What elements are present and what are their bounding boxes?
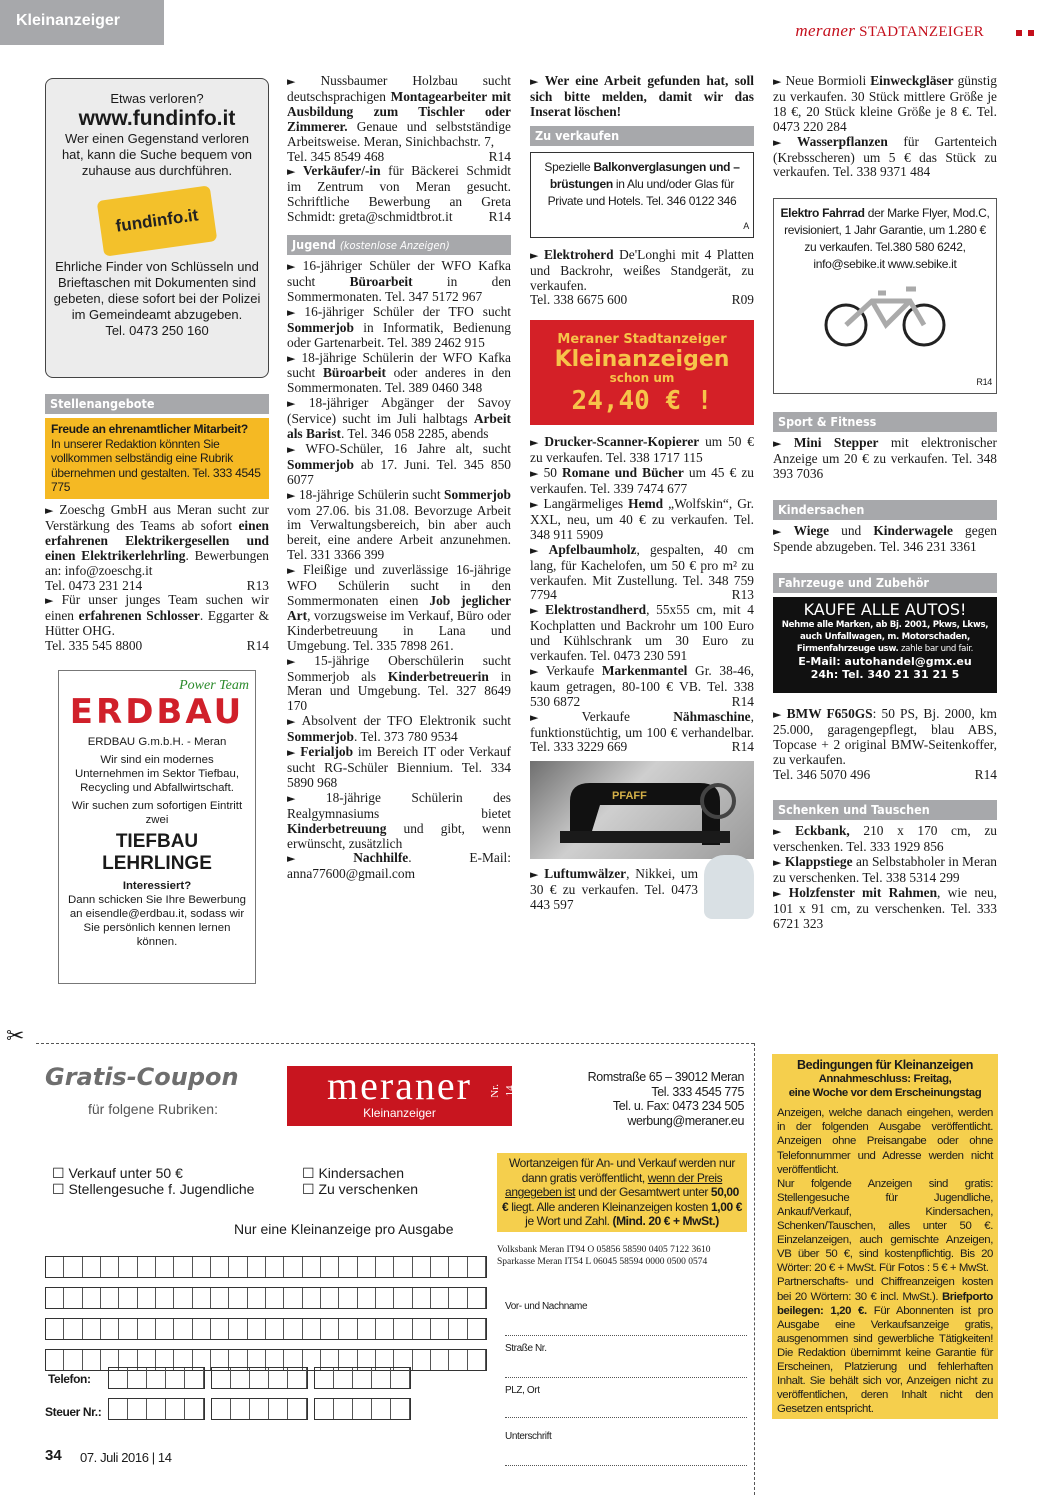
list-item: ► Neue Bormioli Einweckgläser günstig zu verkaufen. 30 Stück mittlere Größe je 18 €, 20 Stück kleine Größe je 8 €. Tel. 0473 220 284 [773, 73, 998, 134]
brand-dots [1016, 30, 1034, 36]
coupon-cell[interactable] [211, 1319, 229, 1339]
sewing-machine-photo [530, 761, 754, 859]
field-cell[interactable] [147, 1399, 166, 1419]
coupon-cell[interactable] [83, 1350, 101, 1370]
field-cell[interactable] [185, 1399, 204, 1419]
autos-email: E-Mail: autohandel@gmx.eu [798, 654, 972, 668]
address-field[interactable]: Unterschrift [505, 1428, 747, 1466]
coupon-cell[interactable] [248, 1257, 266, 1277]
telefon-label: Telefon: [48, 1372, 91, 1386]
coupon-cell[interactable] [376, 1288, 394, 1308]
coupon-cell[interactable] [376, 1257, 394, 1277]
field-cell[interactable] [109, 1368, 128, 1388]
volunteer-text: In unserer Redaktion könnten Sie vollkommen selbständig eine Rubrik übernehmen und gestalten. Tel. 333 4545 775 [51, 436, 261, 495]
erdbau-job1: TIEFBAU [115, 831, 199, 853]
promo-banner [530, 320, 754, 425]
checkbox-verkauf[interactable]: ☐ Verkauf unter 50 € [52, 1165, 183, 1181]
coupon-cell[interactable] [284, 1319, 302, 1339]
section-tab-label: Kleinanzeiger [16, 12, 121, 29]
list-item: ► BMW F650GS: 50 PS, Bj. 2000, km 25.000, garagengepflegt, blau ABS, Topcase + 2 original BMW-Seitenkoffer, zu verkaufen. Tel. 346 5070 496 R14 [773, 705, 997, 782]
field-cell[interactable] [250, 1399, 269, 1419]
address-field[interactable]: PLZ, Ort [505, 1382, 747, 1418]
notice: ► Wer eine Arbeit gefunden hat, soll sich bitte melden, damit wir das Inserat löschen! [530, 73, 754, 119]
list-item: ► 18-jährige Schülerin des Realgymnasiums bietet Kinderbetreuung und gibt, wenn erwünscht, zusätzlich [287, 789, 511, 851]
promo-line3: schon um [609, 371, 675, 386]
coupon-cell[interactable] [413, 1350, 431, 1370]
field-cell[interactable] [372, 1368, 391, 1388]
coupon-cell[interactable] [284, 1288, 302, 1308]
section-header-stellenangebote [45, 394, 269, 414]
coupon-cell[interactable] [431, 1288, 449, 1308]
list-item: ► Holzfenster mit Rahmen, wie neu, 101 x 91 cm, zu verschenken. Tel. 333 6721 323 [773, 885, 998, 931]
meraner-logo [287, 1063, 516, 1126]
field-cell[interactable] [315, 1368, 334, 1388]
coupon-cell[interactable] [394, 1257, 412, 1277]
section-title: Sport & Fitness [778, 414, 877, 430]
volunteer-title: Freude an ehrenamtlicher Mitarbeit? [51, 422, 248, 436]
list-item: ► 18-jährige Schülerin der WFO Kafka sucht Büroarbeit oder anderes in den Sommermonaten. Tel. 389 0460 348 [287, 349, 512, 396]
coupon-row[interactable] [45, 1287, 487, 1309]
coupon-cell[interactable] [468, 1288, 486, 1308]
coupon-cell[interactable] [248, 1319, 266, 1339]
coupon-cell[interactable] [248, 1288, 266, 1308]
field-cell[interactable] [185, 1368, 204, 1388]
coupon-cell[interactable] [64, 1288, 82, 1308]
steuer-label: Steuer Nr.: [45, 1405, 102, 1419]
conditions-box [772, 1054, 998, 1419]
coupon-cell[interactable] [46, 1350, 64, 1370]
section-header-fahrzeuge [773, 573, 997, 593]
list-item: ► Ferialjob im Bereich IT oder Verkauf sucht RG-Schüler Biennium. Tel. 334 5890 968 [287, 744, 511, 790]
coupon-cell[interactable] [431, 1319, 449, 1339]
coupon-cell[interactable] [321, 1319, 339, 1339]
fundinfo-box [45, 78, 269, 378]
coupon-cell[interactable] [468, 1257, 486, 1277]
coupon-cell[interactable] [83, 1319, 101, 1339]
section-title: Schenken und Tauschen [778, 802, 930, 818]
list-item: ► Klappstiege an Selbstabholer in Meran zu verschenken. Tel. 338 5314 299 [773, 854, 997, 886]
erdbau-company: ERDBAU G.m.b.H. - Meran [87, 736, 227, 749]
coupon-cell[interactable] [339, 1319, 357, 1339]
coupon-checkboxes-right[interactable] [302, 1165, 418, 1197]
coupon-cell[interactable] [64, 1319, 82, 1339]
pfaff-label: PFAFF [612, 790, 647, 803]
address-field[interactable]: Vor- und Nachname [505, 1298, 747, 1336]
coupon-cell[interactable] [193, 1288, 211, 1308]
coupon-cell[interactable] [46, 1319, 64, 1339]
section-tab [0, 0, 164, 45]
section-header-zu-verkaufen [530, 126, 754, 146]
field-cell[interactable] [353, 1399, 372, 1419]
section-title: Fahrzeuge und Zubehör [778, 574, 929, 590]
erdbau-logo: ERDBAU [69, 692, 245, 733]
field-cell[interactable] [109, 1399, 128, 1419]
list-item: ► Langärmeliges Hemd „Wolfskin“, Gr. XXL, neu, um 40 € zu verkaufen. Tel. 348 911 5909 [530, 495, 754, 542]
coupon-cell[interactable] [449, 1319, 467, 1339]
erdbau-ad [58, 670, 256, 984]
coupon-cell[interactable] [119, 1288, 137, 1308]
bank-details: Volksbank Meran IT94 O 05856 58590 0405 7122 3610 Sparkasse Meran IT54 L 06045 58594 0000 0500 0574 [497, 1245, 711, 1267]
coupon-cell[interactable] [358, 1288, 376, 1308]
coupon-address: Romstraße 65 – 39012 Meran Tel. 333 4545 775 Tel. u. Fax: 0473 234 505 werbung@meraner.eu [587, 1070, 744, 1128]
fan-image [704, 855, 754, 919]
coupon-cell[interactable] [303, 1288, 321, 1308]
coupon-cell[interactable] [138, 1319, 156, 1339]
erdbau-question: Interessiert? [122, 880, 192, 893]
coupon-cell[interactable] [303, 1319, 321, 1339]
coupon-cell[interactable] [431, 1257, 449, 1277]
column-1 [45, 74, 269, 984]
list-item: ► Nussbaumer Holzbau sucht deutschsprachigen Montagearbeiter mit Ausbildung zum Tischler oder Zimmerer. Genaue und selbstständige Arbeitsweise. Meran, Sinichbachstr. 7, Tel. 345 8549 468 R14 [287, 73, 511, 164]
coupon-cell[interactable] [193, 1319, 211, 1339]
field-cell[interactable] [128, 1399, 147, 1419]
issue-date: 07. Juli 2016 | 14 [80, 1450, 172, 1465]
field-cell[interactable] [288, 1368, 307, 1388]
section-note: (kostenlose Anzeigen) [339, 239, 450, 253]
fundinfo-url[interactable]: www.fundinfo.it [78, 107, 236, 130]
coupon-cell[interactable] [321, 1288, 339, 1308]
luft-ad: ► Luftumwälzer, Nikkei, um 30 € zu verkaufen. Tel. 0473 443 597 [530, 867, 754, 913]
one-per-issue: Nur eine Kleinanzeige pro Ausgabe [234, 1221, 454, 1237]
coupon-row[interactable] [45, 1318, 487, 1340]
coupon-cell[interactable] [376, 1319, 394, 1339]
field-cell[interactable] [128, 1368, 147, 1388]
field-cell[interactable] [166, 1368, 185, 1388]
logo-word: meraner [326, 1063, 472, 1108]
coupon-title: Gratis-Coupon [45, 1063, 239, 1091]
list-item: ► Für unser junges Team suchen wir einen erfahrenen Schlosser. Eggarter & Hütter OHG. Tel. 335 545 8800 R14 [45, 592, 269, 654]
list-item: ► 15-jährige Oberschülerin sucht Sommerjob als Kinderbetreuerin in Meran und Umgebung. Tel. 327 8649 170 [287, 652, 512, 714]
telefon-field[interactable] [108, 1367, 411, 1389]
coupon-cell[interactable] [138, 1257, 156, 1277]
coupon-cell[interactable] [284, 1257, 302, 1277]
field-cell[interactable] [212, 1368, 231, 1388]
coupon-cell[interactable] [174, 1319, 192, 1339]
coupon-cell[interactable] [449, 1257, 467, 1277]
coupon-cell[interactable] [413, 1257, 431, 1277]
column-4 [773, 74, 997, 932]
conditions-title: Bedingungen für Kleinanzeigen [797, 1058, 973, 1072]
list-item: ► Wiege und Kinderwagele gegen Spende abzugeben. Tel. 346 231 3361 [773, 523, 997, 554]
coupon-checkboxes-left[interactable] [52, 1165, 254, 1197]
address-fields[interactable] [505, 1298, 747, 1470]
list-item: ► Nachhilfe. E-Mail: anna77600@gmail.com [287, 850, 511, 882]
list-item: ► Elektroherd De'Longhi mit 4 Platten und Backrohr, weißes Standgerät, zu verkaufen. Tel. 338 6675 600 R09 [530, 246, 754, 308]
coupon-cell[interactable] [303, 1257, 321, 1277]
field-cell[interactable] [315, 1399, 334, 1419]
coupon-cell[interactable] [101, 1288, 119, 1308]
checkbox-stellengesuche[interactable]: ☐ Stellengesuche f. Jugendliche [52, 1181, 255, 1197]
coupon-cell[interactable] [431, 1350, 449, 1370]
bike-image [820, 279, 950, 349]
conditions-body1: Anzeigen, welche danach eingehen, werden in der folgenden Ausgabe veröffentlicht. Anzeigen ohne Preisangabe oder ohne Telefonnummer und Adresse werden nicht veröffentlicht. [777, 1107, 993, 1176]
field-cell[interactable] [231, 1399, 250, 1419]
coupon-cell[interactable] [339, 1257, 357, 1277]
field-cell[interactable] [288, 1399, 307, 1419]
autos-ad: KAUFE ALLE AUTOS! Nehme alle Marken, ab Bj. 2001, Pkws, Lkws, auch Unfallwagen, m. Motorschaden, Firmenfahrzeuge usw. zahle bar und fair. E-Mail: autohandel@gmx.eu 24h: Tel. 340 21 31 21 5 [773, 597, 997, 693]
section-header-jugend [287, 235, 511, 255]
field-cell[interactable] [231, 1368, 250, 1388]
list-item: ► Drucker-Scanner-Kopierer um 50 € zu verkaufen. Tel. 338 1717 115 [530, 434, 754, 466]
page-number: 34 [45, 1447, 62, 1464]
list-item: ► Apfelbaumholz, gespalten, 40 cm lang, für Kachelofen, um 50 € pro m² zu verkaufen. Mit Zustellung. Tel. 348 759 7794 R13 [530, 541, 754, 603]
field-cell[interactable] [353, 1368, 372, 1388]
coupon-cell[interactable] [101, 1257, 119, 1277]
coupon-cell[interactable] [174, 1288, 192, 1308]
list-item: ► 50 Romane und Bücher um 45 € zu verkaufen. Tel. 339 7474 677 [530, 465, 754, 497]
section-title: Kindersachen [778, 502, 865, 518]
logo-nr: Nr. 14 [489, 1084, 516, 1098]
fundinfo-text1: Wer einen Gegenstand verloren hat, kann die Suche bequem von zuhause aus durchführen. [61, 131, 253, 178]
coupon-row[interactable] [45, 1256, 487, 1278]
coupon-cell[interactable] [193, 1257, 211, 1277]
list-item: ► Verkaufe Nähmaschine, funktionstüchtig, um 100 € verhandelbar. Tel. 333 3229 669 R14 [530, 708, 754, 755]
list-item: ► Absolvent der TFO Elektronik sucht Sommerjob. Tel. 373 780 9534 [287, 713, 511, 745]
fundinfo-line1: Etwas verloren? [110, 91, 204, 106]
coupon-grid[interactable] [45, 1256, 487, 1380]
erdbau-contact: Dann schicken Sie Ihre Bewerbung an eisendle@erdbau.it, sodass wir Sie persönlich kennen lernen können. [68, 894, 246, 949]
coupon-cell[interactable] [413, 1319, 431, 1339]
field-cell[interactable] [250, 1368, 269, 1388]
field-cell[interactable] [166, 1399, 185, 1419]
field-cell[interactable] [212, 1399, 231, 1419]
field-cell[interactable] [372, 1399, 391, 1419]
coupon-cell[interactable] [83, 1257, 101, 1277]
coupon-subtitle: für folgene Rubriken: [88, 1101, 218, 1117]
coupon-cell[interactable] [46, 1257, 64, 1277]
coupon-cell[interactable] [229, 1288, 247, 1308]
field-cell[interactable] [269, 1368, 288, 1388]
coupon-cell[interactable] [266, 1319, 284, 1339]
checkbox-verschenken[interactable]: ☐ Zu verschenken [302, 1181, 419, 1197]
balkon-ad: Spezielle Balkonverglasungen und –brüstungen in Alu und/oder Glas für Private und Hotels. Tel. 346 0122 346 A [530, 152, 754, 238]
list-item: ► 16-jähriger Schüler der TFO sucht Sommerjob in Informatik, Bedienung oder Gartenarbeit. Tel. 389 2462 915 [287, 303, 511, 350]
section-title: Stellenangebote [50, 396, 155, 411]
list-item: ► Wasserpflanzen für Gartenteich (Krebsscheren) um 5 € das Stück zu verkaufen. Tel. 338 9371 484 [773, 133, 997, 180]
checkbox-kindersachen[interactable]: ☐ Kindersachen [302, 1165, 405, 1181]
coupon-cell[interactable] [339, 1288, 357, 1308]
coupon-cell[interactable] [174, 1257, 192, 1277]
logo-sub: Kleinanzeiger [363, 1106, 436, 1120]
promo-line1: Meraner Stadtanzeiger [557, 332, 727, 348]
erdbau-search: Wir suchen zum sofortigen Eintritt zwei [71, 800, 243, 827]
coupon-cell[interactable] [64, 1257, 82, 1277]
coupon-cell[interactable] [229, 1319, 247, 1339]
coupon-cell[interactable] [64, 1350, 82, 1370]
list-item: ► Mini Stepper mit elektronischer Anzeige um 20 € zu verkaufen. Tel. 348 393 7036 [773, 435, 997, 482]
field-cell[interactable] [334, 1368, 353, 1388]
coupon-cell[interactable] [449, 1350, 467, 1370]
fundinfo-tel: Tel. 0473 250 160 [105, 323, 209, 338]
section-header-sport [773, 412, 997, 432]
coupon-cell[interactable] [119, 1257, 137, 1277]
price-box: Wortanzeigen für An- und Verkauf werden nur dann gratis veröffentlicht, wenn der Preis angegeben ist und der Gesamtwert unter 50,00 € liegt. Alle anderen Kleinanzeigen kosten 1,00 € je Wort und Zahl. (Mind. 20 € + MwSt.) [497, 1153, 747, 1232]
coupon-cell[interactable] [156, 1288, 174, 1308]
erdbau-job2: LEHRLINGE [102, 853, 212, 875]
section-title: Jugend [292, 237, 336, 253]
section-header-kindersachen [773, 500, 997, 520]
section-title: Zu verkaufen [535, 127, 620, 143]
conditions-sub2: eine Woche vor dem Erscheinungstag [788, 1087, 982, 1100]
coupon-cell[interactable] [266, 1288, 284, 1308]
coupon-cell[interactable] [211, 1257, 229, 1277]
field-cell[interactable] [391, 1399, 410, 1419]
brand-rest: STADTANZEIGER [859, 24, 984, 40]
list-item: ► Eckbank, 210 x 170 cm, zu verschenken. Tel. 333 1929 856 [773, 823, 997, 855]
fundinfo-card-label: fundinfo.it [114, 205, 200, 236]
column-2 [287, 74, 511, 882]
coupon-cell[interactable] [119, 1319, 137, 1339]
erdbau-intro: Wir sind ein modernes Unternehmen im Sektor Tiefbau, Recycling und Abfallwirtschaft. [75, 754, 239, 795]
scissors-icon: ✂ [6, 1024, 25, 1049]
coupon-cell[interactable] [266, 1257, 284, 1277]
erdbau-script: Power Team [179, 678, 249, 694]
coupon-cell[interactable] [156, 1319, 174, 1339]
coupon-cell[interactable] [394, 1319, 412, 1339]
list-item: ► Verkäufer/-in für Bäckerei Schmidt im Zentrum von Meran gesucht. Schriftliche Bewerbung an Greta Schmidt: greta@schmidtbrot.it R14 [287, 163, 511, 225]
coupon-cell[interactable] [156, 1257, 174, 1277]
cut-line-vertical [754, 1043, 755, 1495]
steuer-field[interactable] [108, 1398, 411, 1420]
field-cell[interactable] [391, 1368, 410, 1388]
brand-logo [795, 21, 984, 40]
bike-ad: Elektro Fahrrad der Marke Flyer, Mod.C, revisioniert, 1 Jahr Garantie, um 1.280 € zu verkaufen. Tel.380 580 6242, info@sebike.it www.sebike.it R14 [773, 198, 997, 394]
autos-tel: 24h: Tel. 340 21 31 21 5 [810, 667, 960, 681]
list-item: ► 16-jähriger Schüler der WFO Kafka sucht Büroarbeit in den Sommermonaten. Tel. 347 5172 967 [287, 258, 511, 304]
coupon-cell[interactable] [449, 1288, 467, 1308]
list-item: ► 18-jährige Schülerin sucht Sommerjob vom 27.06. bis 31.08. Bevorzuge Arbeit im Verwaltungsbereich, bin aber auch bereit, eine andere Arbeit anzunehmen. Tel. 331 3366 399 [287, 486, 511, 563]
coupon-cell[interactable] [468, 1319, 486, 1339]
coupon-cell[interactable] [101, 1319, 119, 1339]
list-item: ► WFO-Schüler, 16 Jahre alt, sucht Sommerjob ab 17. Juni. Tel. 345 850 6077 [287, 440, 511, 487]
fundinfo-card [97, 185, 218, 256]
conditions-body3: Partnerschafts- und Chiffreanzeigen kosten bei 20 Wörtern: 30 € incl. MwSt.). Briefporto beilegen: 1,20 €. Für Abonnenten ist pro Ausgabe eine Verkaufsanzeige gratis, ausgenommen sind gewerbliche Tätigkeiten! Die Redaktion übernimmt keine Garantie für Erscheinen, Platzierung und fehlerhaften Inhalt. Sie behält sich vor, Anzeigen nicht zu veröffentlichen, deren Inhalt nicht den Gesetzen entspricht. [777, 1276, 993, 1416]
field-cell[interactable] [334, 1399, 353, 1419]
cut-line [36, 1043, 754, 1044]
address-field[interactable]: Straße Nr. [505, 1340, 747, 1378]
coupon-cell[interactable] [413, 1288, 431, 1308]
list-item: ► Verkaufe Markenmantel Gr. 38-46, kaum getragen, 80-100 € VB. Tel. 338 530 6872 R14 [530, 662, 754, 709]
coupon-cell[interactable] [358, 1257, 376, 1277]
field-cell[interactable] [147, 1368, 166, 1388]
autos-title: KAUFE ALLE AUTOS! [803, 599, 967, 619]
coupon-cell[interactable] [229, 1257, 247, 1277]
list-item: ► 18-jähriger Abgänger der Savoy (Service) sucht im Juli halbtags Arbeit als Barist. Tel. 346 058 2285, abends [287, 395, 511, 442]
coupon-cell[interactable] [358, 1319, 376, 1339]
fundinfo-text2: Ehrliche Finder von Schlüsseln und Brieftaschen mit Dokumenten sind gebeten, diese sofort bei der Polizei im Gemeindeamt abzugeben. [53, 259, 261, 322]
section-header-schenken [773, 800, 997, 820]
column-3 [530, 74, 754, 913]
coupon-cell[interactable] [394, 1288, 412, 1308]
conditions-body2: Nur folgende Anzeigen sind gratis: Stellengesuche für Jugendliche, Ankauf/Verkauf, Kindersachen, Schenken/Tauschen, alles unter 50 €. Einzelanzeigen, auch gemischte Anzeigen, VB über 50 €, sind kostenpflichtig. Bis 20 Wörter: 20 € + MwSt. Für Fotos : 5 € + MwSt. [777, 1177, 993, 1275]
coupon-cell[interactable] [468, 1350, 486, 1370]
conditions-sub1: Annahmeschluss: Freitag, [818, 1073, 952, 1086]
brand-italic: meraner [795, 21, 856, 40]
volunteer-box [45, 418, 269, 499]
promo-line2: Kleinanzeigen [554, 347, 730, 373]
field-cell[interactable] [269, 1399, 288, 1419]
list-item: ► Fleißige und zuverlässige 16-jährige WFO Schülerin sucht in den Sommermonaten einen Job jeglicher Art, vorzugsweise im Verkauf, Büro oder Kinderbetreuung in Lana und Umgebung. Tel. 335 7898 261. [287, 562, 511, 653]
list-item: ► Zoeschg GmbH aus Meran sucht zur Verstärkung des Teams ab sofort einen erfahrenen Elektrikergesellen und einen Elektrikerlehrling. Bewerbungen an: info@zoeschg.it Tel. 0473 231 214 R13 [45, 501, 269, 593]
coupon-cell[interactable] [211, 1288, 229, 1308]
autos-text: Nehme alle Marken, ab Bj. 2001, Pkws, Lkws, auch Unfallwagen, m. Motorschaden, Firmenfahrzeuge usw. [781, 619, 989, 654]
coupon-cell[interactable] [138, 1288, 156, 1308]
coupon-cell[interactable] [321, 1257, 339, 1277]
promo-price: 24,40 € ! [571, 386, 713, 417]
coupon-cell[interactable] [46, 1288, 64, 1308]
coupon-cell[interactable] [83, 1288, 101, 1308]
list-item: ► Elektrostandherd, 55x55 cm, mit 4 Kochplatten und Backrohr um 100 Euro und Kühlschrank um 30 Euro zu verkaufen. Tel. 0473 230 591 [530, 602, 754, 664]
